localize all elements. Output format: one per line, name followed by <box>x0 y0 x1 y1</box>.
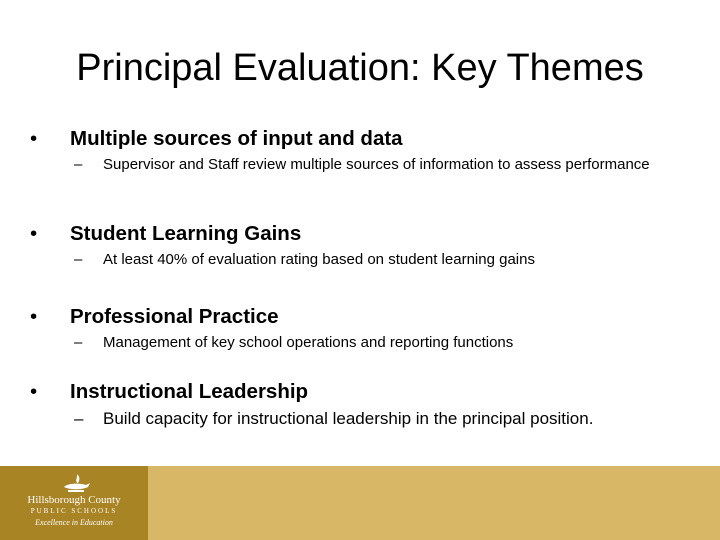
bullet-item-sources <box>30 126 690 174</box>
sub-bullet <box>30 156 690 174</box>
dash-icon: – <box>74 409 84 428</box>
bullet-item-instructional-leadership <box>30 379 690 429</box>
dash-icon: – <box>74 251 83 268</box>
bullet-icon: • <box>30 222 38 245</box>
slide-title: Principal Evaluation: Key Themes <box>76 47 644 89</box>
dash-icon: – <box>74 156 83 173</box>
district-logo <box>0 466 148 540</box>
bullet-icon: • <box>30 127 38 150</box>
sub-bullet-text: Management of key school operations and reporting functions <box>103 334 514 351</box>
logo-subtitle: PUBLIC SCHOOLS <box>30 507 118 515</box>
footer-band <box>0 466 720 540</box>
bullet-heading-text: Student Learning Gains <box>70 222 302 245</box>
sub-bullet <box>30 409 690 429</box>
sub-bullet-text: At least 40% of evaluation rating based on student learning gains <box>103 251 535 268</box>
bullet-heading <box>30 379 690 405</box>
bullet-heading-text: Multiple sources of input and data <box>70 127 403 150</box>
bullet-item-professional-practice <box>30 304 690 352</box>
bullet-heading <box>30 304 690 330</box>
bullet-heading <box>30 126 690 152</box>
logo-tagline: Excellence in Education <box>35 518 113 527</box>
bullet-icon: • <box>30 305 38 328</box>
sub-bullet <box>30 251 690 269</box>
sub-bullet-text: Build capacity for instructional leadership in the principal position. <box>103 409 594 428</box>
lamp-of-learning-icon <box>60 473 92 493</box>
bullet-icon: • <box>30 380 38 403</box>
sub-bullet-text: Supervisor and Staff review multiple sources of information to assess performance <box>103 156 650 173</box>
dash-icon: – <box>74 334 83 351</box>
bullet-item-learning-gains <box>30 221 690 269</box>
bullet-heading-text: Professional Practice <box>70 305 279 328</box>
logo-name: Hillsborough County <box>27 494 121 506</box>
sub-bullet <box>30 334 690 352</box>
bullet-heading <box>30 221 690 247</box>
bullet-heading-text: Instructional Leadership <box>70 380 309 403</box>
